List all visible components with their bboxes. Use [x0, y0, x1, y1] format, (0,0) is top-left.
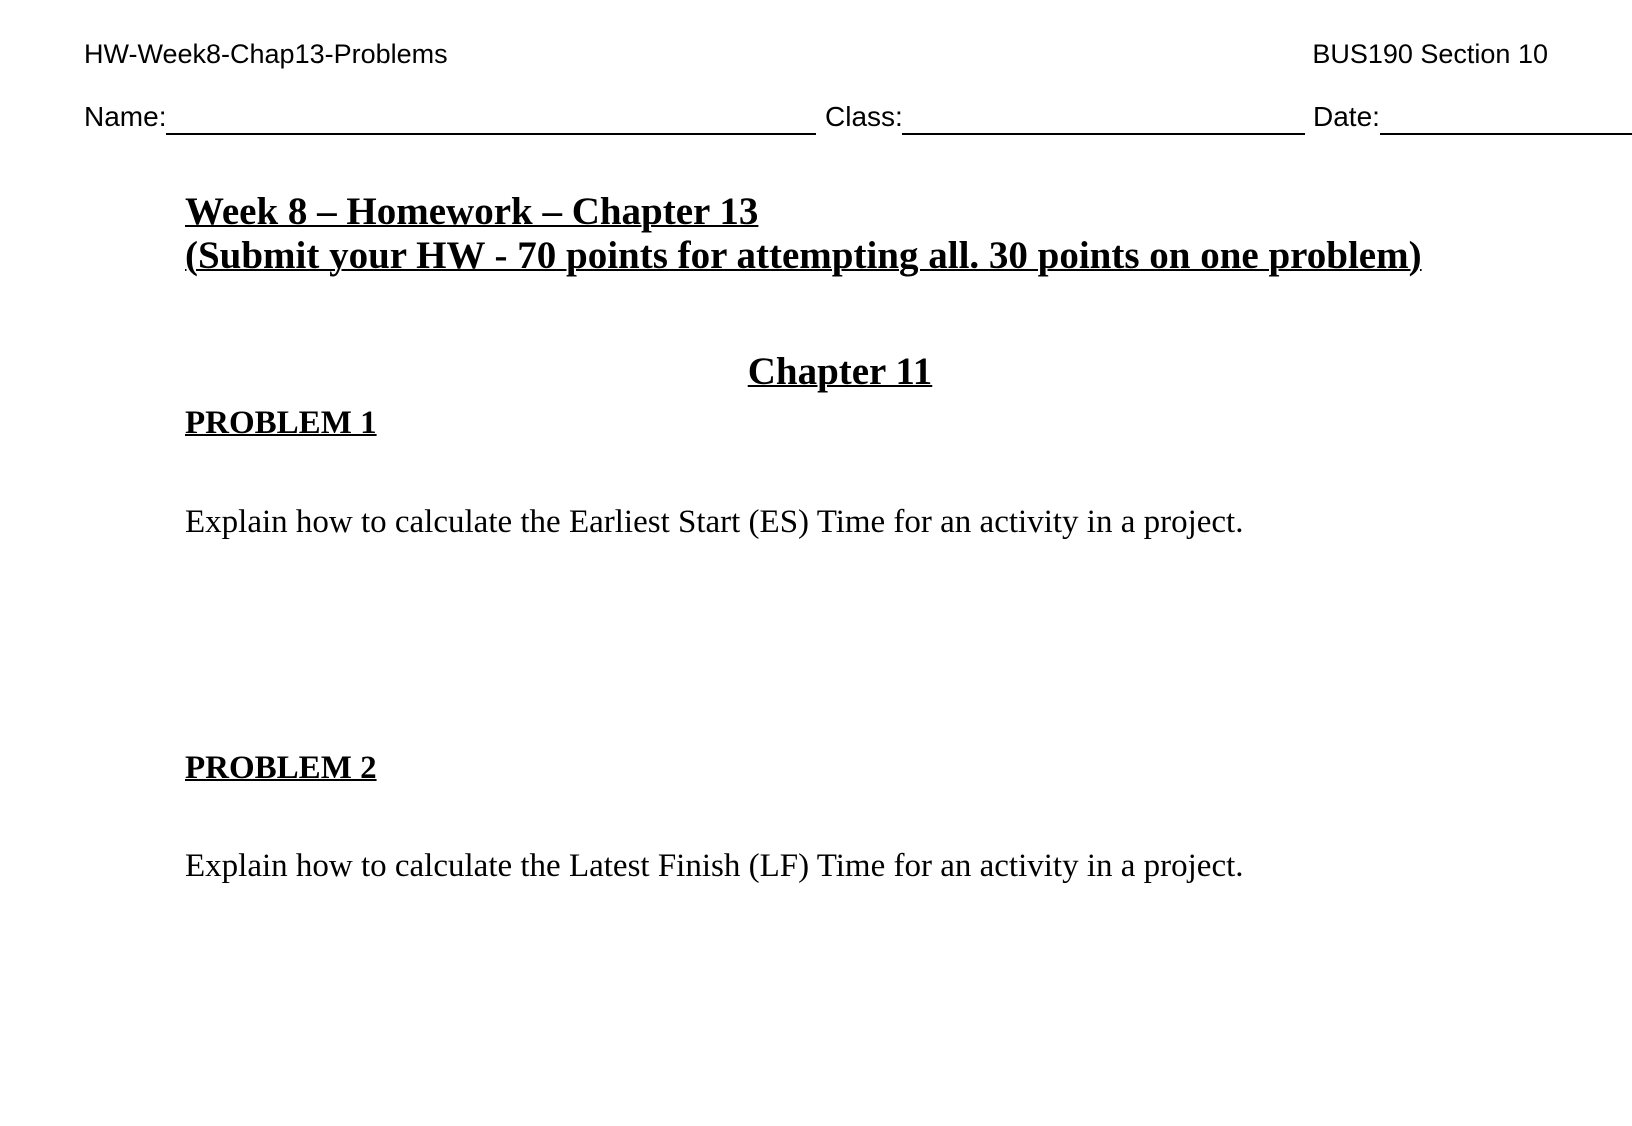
name-blank-line[interactable] [166, 133, 816, 135]
header-document-title: HW-Week8-Chap13-Problems [84, 39, 448, 69]
name-label: Name: [84, 101, 167, 132]
problem-1-text: Explain how to calculate the Earliest Start (ES) Time for an activity in a project. [185, 504, 1244, 540]
date-label: Date: [1313, 101, 1380, 132]
date-blank-line[interactable] [1380, 133, 1632, 135]
problem-2-text: Explain how to calculate the Latest Finish (LF) Time for an activity in a project. [185, 848, 1244, 884]
student-info-row [84, 100, 1632, 140]
class-blank-line[interactable] [902, 133, 1305, 135]
problem-2-heading: PROBLEM 2 [185, 750, 377, 786]
class-label: Class: [825, 101, 903, 132]
chapter-heading: Chapter 11 [747, 350, 933, 393]
homework-title-line2: (Submit your HW - 70 points for attempting all. 30 points on one problem) [185, 234, 1422, 277]
homework-title [185, 190, 1422, 278]
problem-1-heading: PROBLEM 1 [185, 405, 377, 441]
header-course-section: BUS190 Section 10 [1312, 39, 1548, 69]
homework-title-line1: Week 8 – Homework – Chapter 13 [185, 190, 759, 233]
